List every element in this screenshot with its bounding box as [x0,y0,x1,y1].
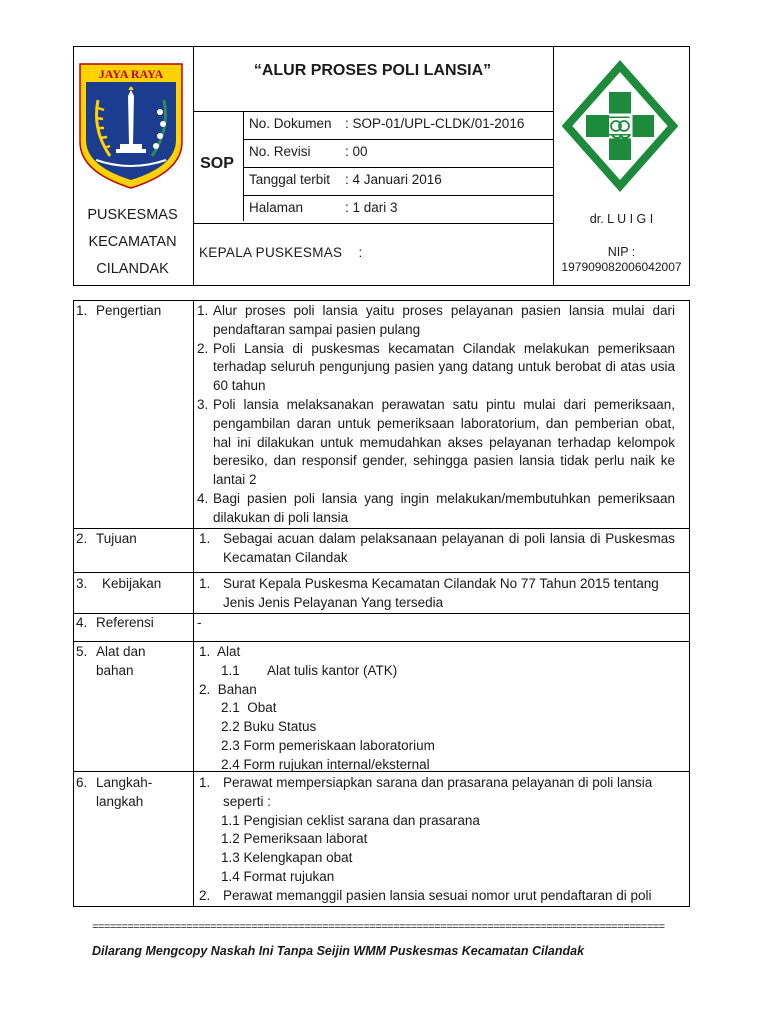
section-label-alat-bahan [76,643,188,680]
row-value-tanggal-terbit: : 4 Januari 2016 [345,172,442,187]
alat-subitem: 1.1 Alat tulis kantor (ATK) [221,662,398,678]
nip-label: NIP : [607,245,636,259]
row-label-no-dokumen: No. Dokumen [249,116,332,131]
section-label-referensi [76,614,188,633]
bahan-item: 2.1 Obat [221,700,277,716]
list-item: 4. Bagi pasien poli lansia yang ingin melakukan/membutuhkan pemeriksaan dilakukan di poli lansia [197,490,675,525]
org-line: PUSKESMAS [87,207,178,223]
section-title: langkah [96,793,144,809]
jaya-raya-emblem [76,60,186,190]
section-title: Referensi [96,615,154,630]
bahan-item: 2.4 Form rujukan internal/eksternal [221,756,430,772]
org-line: KECAMATAN [88,234,177,250]
organization-name [75,202,190,283]
section-label-langkah [76,774,188,811]
section-content-referensi: - [197,615,202,630]
section-label-pengertian [76,302,188,321]
section-number: 4. [76,615,88,630]
section-number: 5. [76,644,88,659]
section-label-tujuan [76,530,188,549]
section-content-pengertian [197,302,675,528]
row-value-no-revisi: : 00 [345,144,368,159]
row-label-tanggal-terbit: Tanggal terbit [249,172,331,187]
footer-separator: ================================================================================================= [92,922,665,934]
section-content-tujuan [197,530,675,568]
bahan-item: 2.3 Form pemeriskaan laboratorium [221,737,435,753]
section-title: Pengertian [96,303,162,318]
puskesmas-logo [559,58,681,201]
step-subitem: 1.2 Pemeriksaan laborat [221,831,368,847]
step-subitem: 1.4 Format rujukan [221,868,335,884]
section-title: bahan [96,662,134,678]
row-value-halaman: : 1 dari 3 [345,200,398,215]
section-number: 2. [76,531,88,546]
section-content-alat-bahan [197,643,675,775]
list-item: 1. Alur proses poli lansia yaitu proses pelayanan pasien lansia mulai dari pendaftaran sampai pasien pulang [197,303,675,337]
step-subitem: 1.3 Kelengkapan obat [221,850,353,866]
document-title: “ALUR PROSES POLI LANSIA” [253,62,492,79]
bahan-item: 2.2 Buku Status [221,719,317,735]
section-content-langkah [197,774,675,906]
list-item: 3. Poli lansia melaksanakan perawatan satu pintu mulai dari pemeriksaan, pengambilan daran untuk pemeriksaan laboratorium, dan pemberian obat, hal ini dilakukan untuk memudahkan akses pelayanan terhadap kelompok beresiko, dan responsif gender, sehingga pasien lansia tidak perlu naik ke lantai 2 [197,396,675,488]
sop-label: SOP [200,155,234,172]
step-item: 1. Perawat mempersiapkan sarana dan prasarana pelayanan di poli lansia seperti : [199,775,653,809]
section-title: Langkah- [96,775,153,790]
section-number: 3. [76,576,88,591]
footer-notice: Dilarang Mengcopy Naskah Ini Tanpa Seijin WMM Puskesmas Kecamatan Cilandak [92,944,585,958]
org-line: CILANDAK [96,261,169,277]
section-title: Tujuan [96,531,137,546]
section-content-kebijakan [197,575,675,613]
row-label-no-revisi: No. Revisi [249,144,311,159]
list-item: 1. Surat Kepala Puskesma Kecamatan Cilandak No 77 Tahun 2015 tentang Jenis Jenis Pelayanan Yang tersedia [199,576,659,610]
section-title: Kebijakan [102,576,162,591]
doctor-name: dr. L U I G I [589,212,654,226]
step-item: 2. Perawat memanggil pasien lansia sesuai nomor urut pendaftaran di poli [199,887,652,903]
step-subitem: 1.1 Pengisian ceklist sarana dan prasarana [221,812,480,828]
kepala-puskesmas-label: KEPALA PUSKESMAS : [199,245,363,260]
row-value-no-dokumen: : SOP-01/UPL-CLDK/01-2016 [345,116,525,131]
logo-text: JAYA RAYA [98,67,164,81]
section-title: Alat dan [96,644,146,659]
section-label-kebijakan [76,575,188,594]
list-item: 1. Sebagai acuan dalam pelaksanaan pelayanan di poli lansia di Puskesmas Kecamatan Cilandak [199,531,675,565]
section-number: 1. [76,303,88,318]
list-item: 2. Poli Lansia di puskesmas kecamatan Cilandak melakukan pemeriksaan terhadap seluruh pengunjung pasien yang datang untuk berobat di atas usia 60 tahun [197,340,675,394]
nip-value: 197909082006042007 [561,260,682,274]
alat-title: 1. Alat [199,644,241,659]
bahan-title: 2. Bahan [199,681,257,697]
row-label-halaman: Halaman [249,200,304,215]
section-number: 6. [76,775,88,790]
